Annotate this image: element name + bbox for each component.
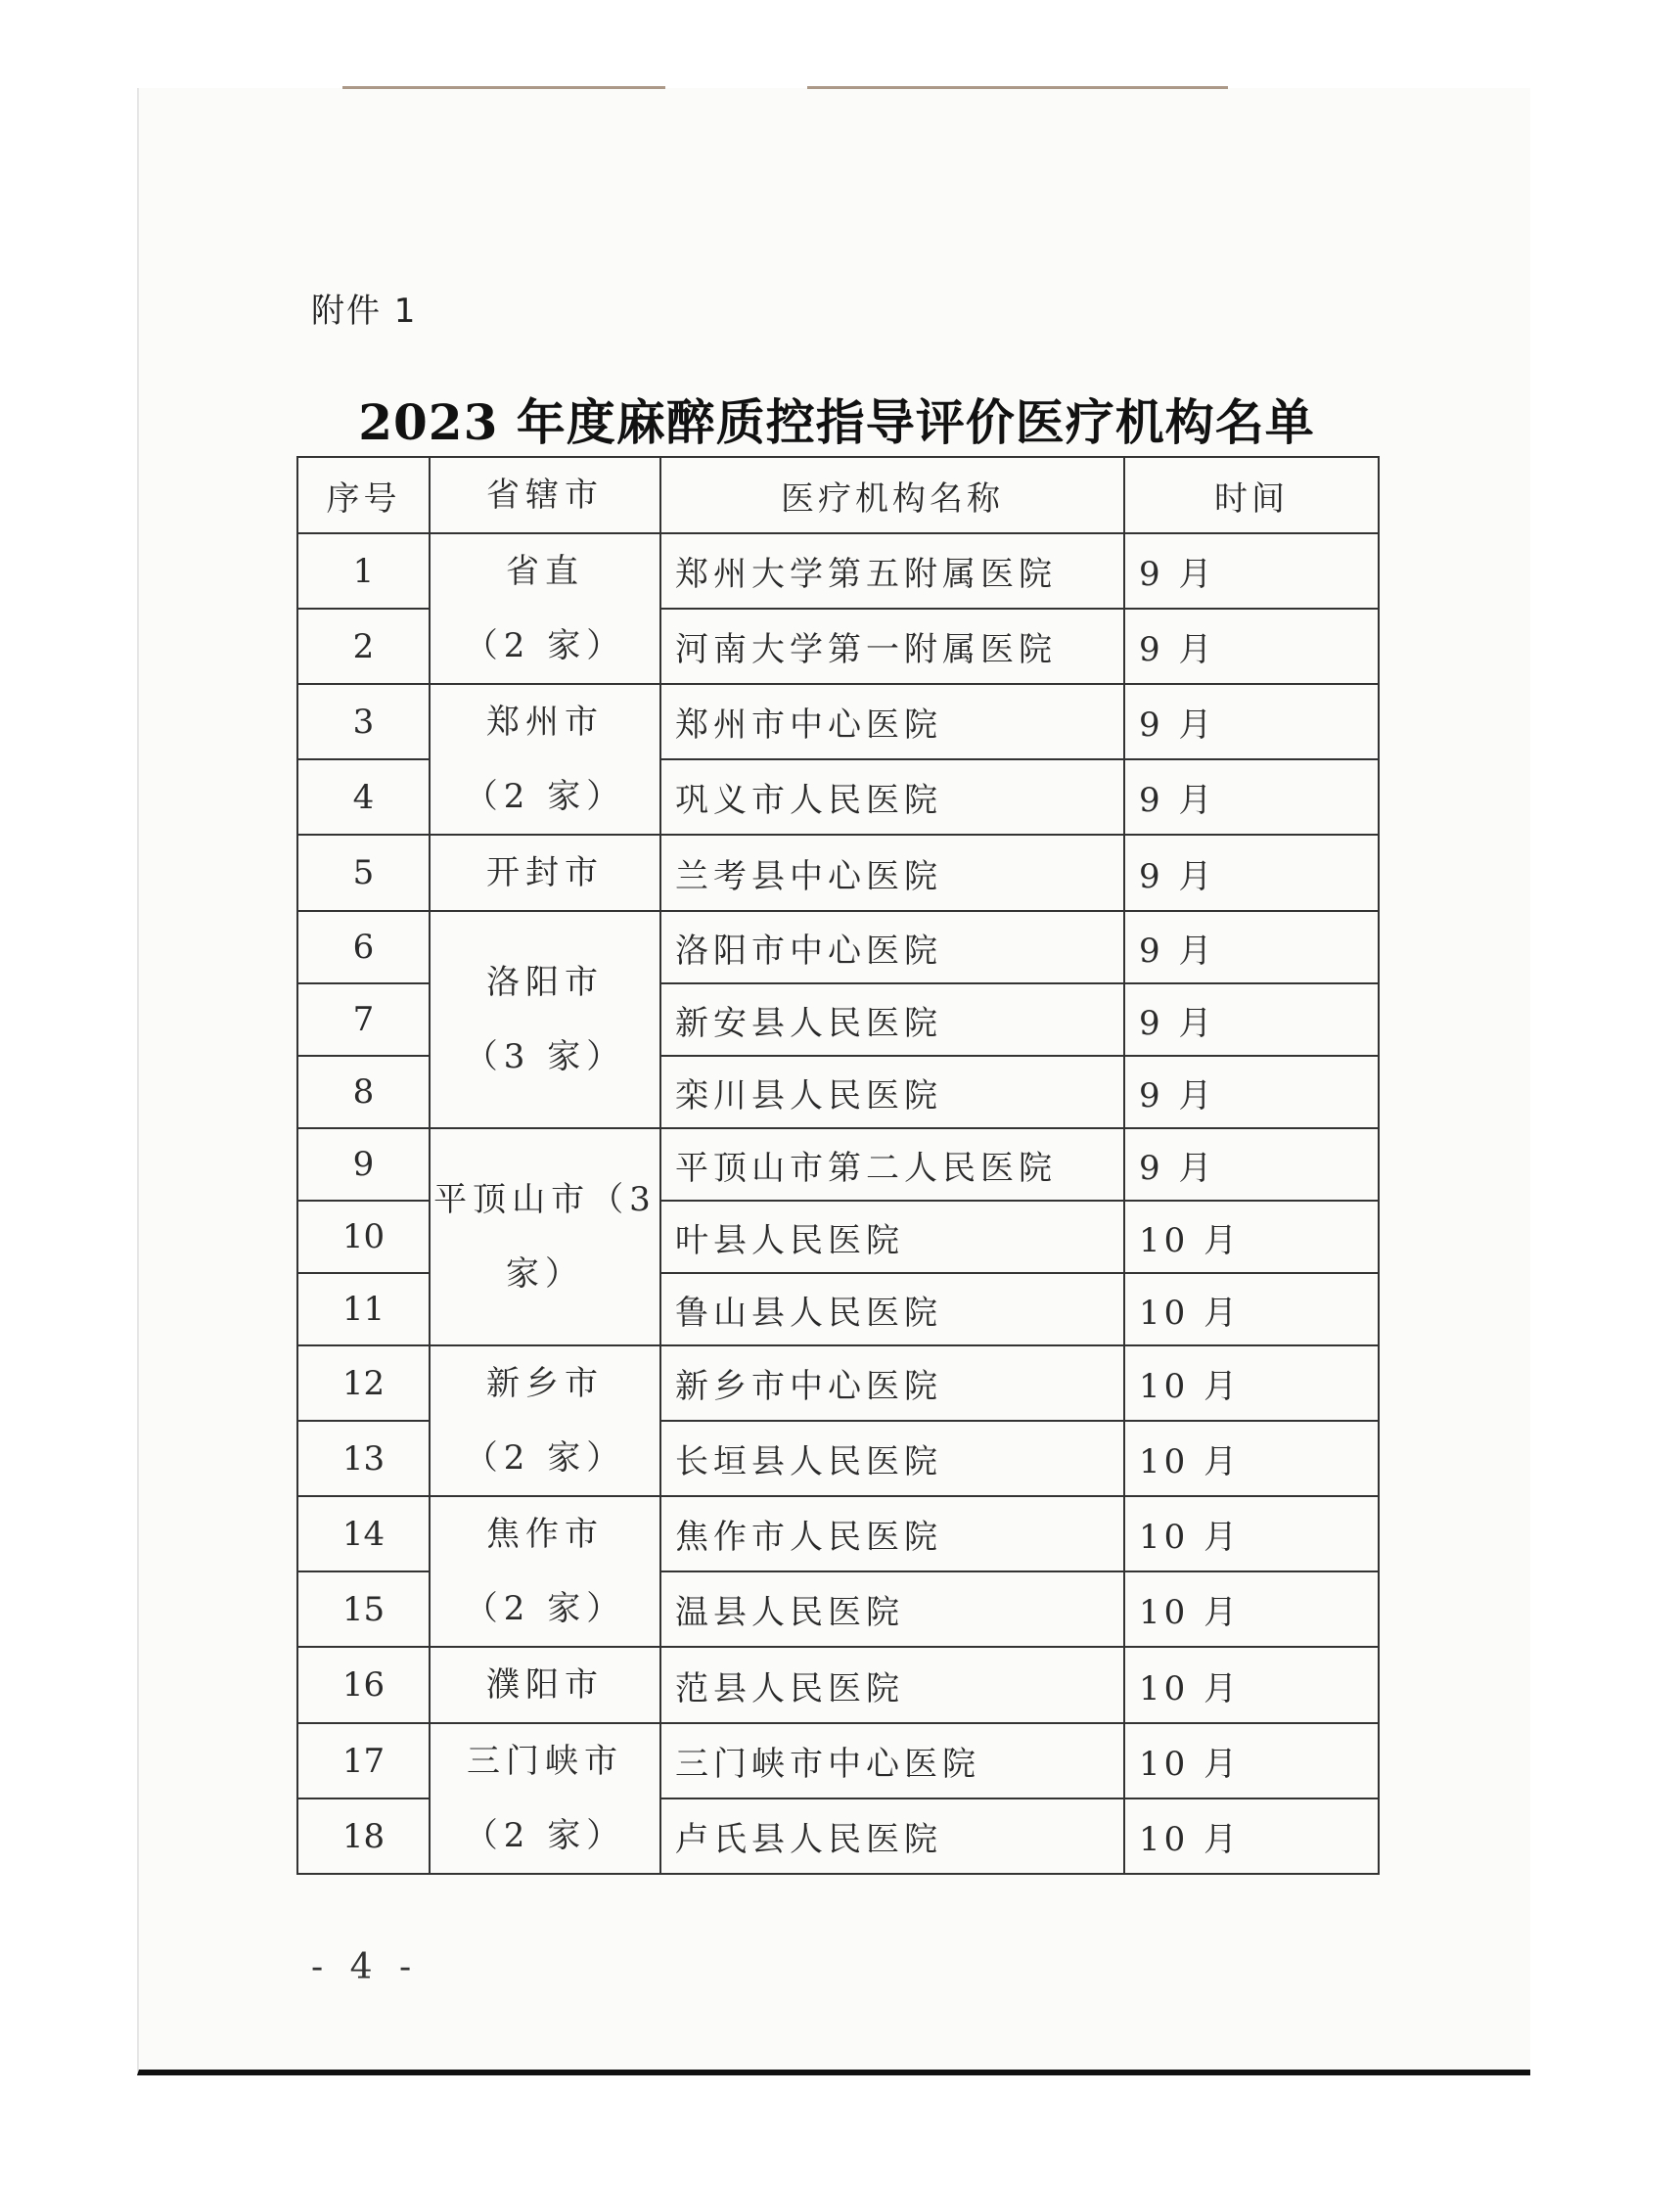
city-cell (430, 1345, 660, 1496)
row-index: 11 (297, 1273, 430, 1345)
city-count: （3 家） (464, 1037, 626, 1076)
header-time: 时间 (1124, 457, 1379, 533)
row-index: 14 (297, 1496, 430, 1571)
row-index: 1 (297, 533, 430, 609)
city-name: 新乡市 (486, 1364, 604, 1403)
header-city: 省辖市 (430, 457, 660, 533)
evaluation-time: 10 月 (1124, 1723, 1379, 1798)
table-row (297, 684, 1379, 759)
city-cell (430, 533, 660, 684)
institution-name: 栾川县人民医院 (660, 1056, 1124, 1128)
row-index: 15 (297, 1571, 430, 1647)
evaluation-time: 9 月 (1124, 911, 1379, 983)
institution-name: 范县人民医院 (660, 1647, 1124, 1723)
evaluation-time: 9 月 (1124, 759, 1379, 835)
row-index: 9 (297, 1128, 430, 1201)
institution-name: 卢氏县人民医院 (660, 1798, 1124, 1874)
row-index: 18 (297, 1798, 430, 1874)
institution-table (296, 456, 1380, 1875)
institution-name: 郑州市中心医院 (660, 684, 1124, 759)
evaluation-time: 10 月 (1124, 1421, 1379, 1496)
city-cell (430, 1128, 660, 1345)
header-institution: 医疗机构名称 (660, 457, 1124, 533)
table-row (297, 533, 1379, 609)
row-index: 6 (297, 911, 430, 983)
table-row (297, 1128, 1379, 1201)
institution-name: 洛阳市中心医院 (660, 911, 1124, 983)
institution-name: 叶县人民医院 (660, 1201, 1124, 1273)
city-name: 开封市 (486, 853, 604, 892)
city-count: （2 家） (464, 1816, 626, 1855)
city-cell (430, 1647, 660, 1723)
city-cell (430, 684, 660, 835)
table-row (297, 1647, 1379, 1723)
city-name: 郑州市 (486, 703, 604, 742)
top-rule-left (342, 86, 665, 89)
institution-name: 三门峡市中心医院 (660, 1723, 1124, 1798)
evaluation-time: 9 月 (1124, 684, 1379, 759)
institution-name: 郑州大学第五附属医院 (660, 533, 1124, 609)
row-index: 3 (297, 684, 430, 759)
evaluation-time: 9 月 (1124, 1056, 1379, 1128)
row-index: 17 (297, 1723, 430, 1798)
row-index: 16 (297, 1647, 430, 1723)
row-index: 5 (297, 835, 430, 911)
institution-name: 河南大学第一附属医院 (660, 609, 1124, 684)
evaluation-time: 10 月 (1124, 1345, 1379, 1421)
evaluation-time: 10 月 (1124, 1571, 1379, 1647)
row-index: 10 (297, 1201, 430, 1273)
evaluation-time: 9 月 (1124, 1128, 1379, 1201)
row-index: 7 (297, 983, 430, 1056)
header-index: 序号 (297, 457, 430, 533)
city-name: 洛阳市 (486, 963, 604, 1002)
table-row (297, 1496, 1379, 1571)
evaluation-time: 9 月 (1124, 983, 1379, 1056)
city-name: 省直 (506, 552, 584, 591)
row-index: 8 (297, 1056, 430, 1128)
institution-name: 温县人民医院 (660, 1571, 1124, 1647)
city-name: 焦作市 (486, 1515, 604, 1554)
evaluation-time: 10 月 (1124, 1647, 1379, 1723)
institution-name: 平顶山市第二人民医院 (660, 1128, 1124, 1201)
table-row (297, 835, 1379, 911)
city-name: 平顶山市（3 (433, 1180, 657, 1219)
table-row (297, 1723, 1379, 1798)
city-count: （2 家） (464, 777, 626, 816)
city-name: 三门峡市 (467, 1742, 623, 1781)
city-cell (430, 835, 660, 911)
institution-name: 新安县人民医院 (660, 983, 1124, 1056)
evaluation-time: 10 月 (1124, 1273, 1379, 1345)
evaluation-time: 9 月 (1124, 835, 1379, 911)
city-cell (430, 1496, 660, 1647)
row-index: 2 (297, 609, 430, 684)
institution-name: 焦作市人民医院 (660, 1496, 1124, 1571)
evaluation-time: 10 月 (1124, 1496, 1379, 1571)
evaluation-time: 10 月 (1124, 1798, 1379, 1874)
attachment-label: 附件 1 (311, 292, 418, 331)
evaluation-time: 9 月 (1124, 533, 1379, 609)
table-row (297, 1345, 1379, 1421)
city-count: （2 家） (464, 1589, 626, 1628)
table-row (297, 911, 1379, 983)
city-count: （2 家） (464, 626, 626, 665)
evaluation-time: 10 月 (1124, 1201, 1379, 1273)
institution-name: 鲁山县人民医院 (660, 1273, 1124, 1345)
table-header-row (297, 457, 1379, 533)
city-count: 家） (506, 1254, 584, 1294)
city-cell (430, 911, 660, 1128)
page-number: - 4 - (311, 1947, 420, 1987)
institution-name: 新乡市中心医院 (660, 1345, 1124, 1421)
institution-name: 巩义市人民医院 (660, 759, 1124, 835)
institution-name: 兰考县中心医院 (660, 835, 1124, 911)
city-name: 濮阳市 (486, 1665, 604, 1705)
city-cell (430, 1723, 660, 1874)
evaluation-time: 9 月 (1124, 609, 1379, 684)
row-index: 4 (297, 759, 430, 835)
row-index: 12 (297, 1345, 430, 1421)
institution-name: 长垣县人民医院 (660, 1421, 1124, 1496)
row-index: 13 (297, 1421, 430, 1496)
document-title: 2023 年度麻醉质控指导评价医疗机构名单 (358, 393, 1315, 451)
city-count: （2 家） (464, 1438, 626, 1478)
top-rule-right (807, 86, 1228, 89)
